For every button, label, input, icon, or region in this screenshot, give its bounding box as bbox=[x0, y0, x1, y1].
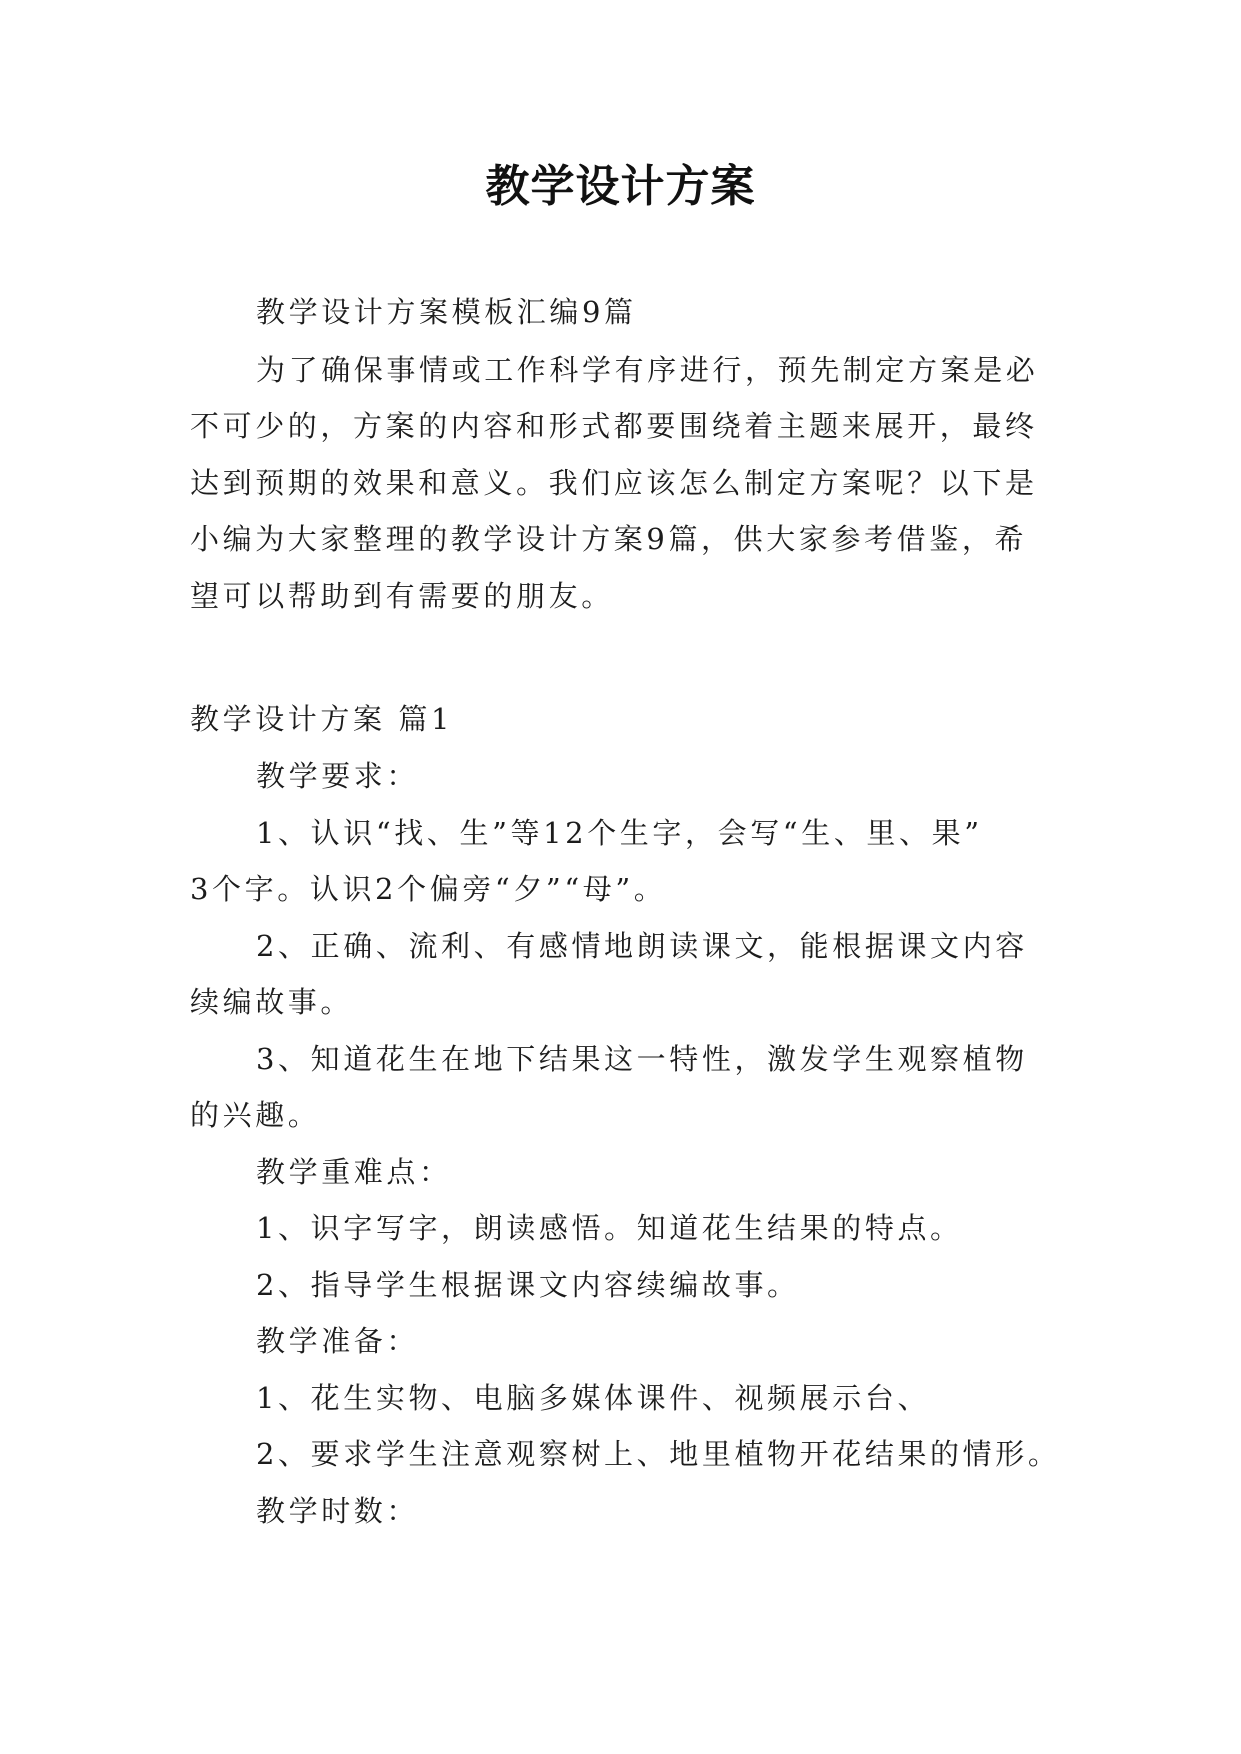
preparation-1: 1、花生实物、电脑多媒体课件、视频展示台、 bbox=[256, 1381, 931, 1415]
key-point-1: 1、识字写字，朗读感悟。知道花生结果的特点。 bbox=[256, 1211, 963, 1245]
subtitle-line: 教学设计方案模板汇编9篇 bbox=[256, 295, 637, 329]
intro-line-5: 望可以帮助到有需要的朋友。 bbox=[190, 579, 614, 613]
requirement-1-line-1: 1、认识“找、生”等12个生字，会写“生、里、果” bbox=[256, 816, 983, 850]
section-heading: 教学设计方案 篇1 bbox=[190, 702, 454, 736]
requirement-3-line-1: 3、知道花生在地下结果这一特性，激发学生观察植物 bbox=[256, 1042, 1028, 1076]
intro-line-4: 小编为大家整理的教学设计方案9篇，供大家参考借鉴，希 bbox=[190, 522, 1028, 556]
intro-line-3: 达到预期的效果和意义。我们应该怎么制定方案呢？以下是 bbox=[190, 466, 1038, 500]
requirement-2-line-1: 2、正确、流利、有感情地朗读课文，能根据课文内容 bbox=[256, 929, 1028, 963]
preparation-heading: 教学准备： bbox=[256, 1324, 420, 1358]
requirement-2-line-2: 续编故事。 bbox=[190, 985, 354, 1019]
preparation-2: 2、要求学生注意观察树上、地里植物开花结果的情形。 bbox=[256, 1437, 1061, 1471]
key-points-heading: 教学重难点： bbox=[256, 1155, 452, 1189]
teaching-requirements-heading: 教学要求： bbox=[256, 759, 420, 793]
intro-line-2: 不可少的，方案的内容和形式都要围绕着主题来展开，最终 bbox=[190, 409, 1038, 443]
key-point-2: 2、指导学生根据课文内容续编故事。 bbox=[256, 1268, 800, 1302]
teaching-hours-heading: 教学时数： bbox=[256, 1494, 420, 1528]
requirement-3-line-2: 的兴趣。 bbox=[190, 1098, 321, 1132]
document-title: 教学设计方案 bbox=[485, 161, 756, 212]
intro-line-1: 为了确保事情或工作科学有序进行，预先制定方案是必 bbox=[256, 353, 1039, 387]
requirement-1-line-2: 3个字。认识2个偏旁“夕”“母”。 bbox=[190, 872, 667, 906]
